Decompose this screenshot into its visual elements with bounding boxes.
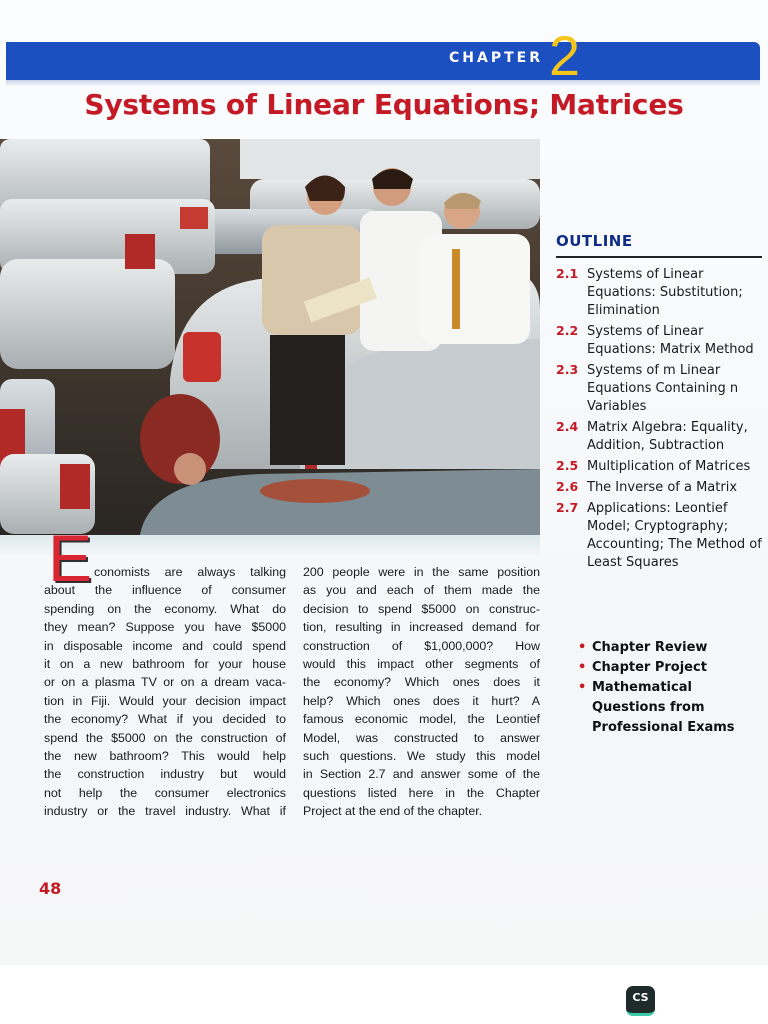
outline-item — [556, 362, 768, 416]
car-dealership-photo — [0, 139, 540, 535]
photo-illustration — [0, 139, 540, 535]
section-number: 2.6 — [556, 479, 579, 494]
text-line: construction of $1,000,000? How — [303, 638, 540, 653]
text-line: about the influence of consumer — [44, 583, 286, 598]
section-number: 2.5 — [556, 458, 579, 473]
text-line: as you and each of them made the — [303, 583, 540, 598]
text-line: famous economic model, the Leontief — [303, 712, 540, 727]
text-line: spending on the economy. What do — [44, 601, 286, 616]
text-line: such questions. We study this model — [303, 749, 540, 764]
text-line: the new bathroom? This would help — [44, 749, 286, 764]
intro-column-1 — [44, 563, 286, 821]
outline-item — [556, 458, 768, 476]
page-number: 48 — [39, 879, 62, 898]
banner-shadow — [6, 80, 760, 86]
section-title: Matrix Algebra: Equality, Addition, Subtraction — [587, 420, 748, 453]
chapter-number: 2 — [549, 24, 581, 87]
section-title: The Inverse of a Matrix — [587, 480, 738, 495]
extra-label: Chapter Project — [592, 660, 707, 675]
section-number: 2.3 — [556, 362, 579, 377]
text-line: tion in Fiji. Would your decision impact — [44, 693, 286, 708]
section-number: 2.7 — [556, 500, 579, 515]
text-line: Model, was constructed to answer — [303, 730, 540, 745]
outline-item — [556, 479, 768, 497]
text-line: it on a new bathroom for your house — [44, 657, 286, 672]
extra-label: Chapter Review — [592, 640, 708, 655]
text-line: they mean? Suppose you have $5000 — [44, 620, 286, 635]
outline-item — [556, 500, 768, 572]
drop-cap: E — [48, 521, 93, 595]
outline-item — [556, 419, 768, 455]
text-line: 200 people were in the same position — [303, 565, 540, 579]
text-line: the economy? What if you decided to — [44, 712, 286, 727]
chapter-label: CHAPTER — [449, 50, 543, 66]
text-line: in disposable income and could spend — [44, 638, 286, 653]
section-number: 2.2 — [556, 323, 579, 338]
section-title: Systems of Linear Equations: Matrix Method — [587, 324, 754, 357]
camscanner-badge-icon: CS — [626, 986, 655, 1016]
text-line: the economy? Which ones does it — [303, 675, 540, 690]
outline-heading: OUTLINE — [556, 232, 633, 250]
section-title: Multiplication of Matrices — [587, 459, 751, 474]
extra-item — [578, 638, 768, 658]
outline-list — [556, 266, 768, 573]
text-line: Project at the end of the chapter. — [303, 804, 483, 819]
outline-divider — [556, 256, 762, 258]
text-line: industry or the travel industry. What if — [44, 804, 286, 819]
text-line: the construction industry but would — [44, 767, 286, 782]
text-line: help? Which ones does it hurt? A — [303, 693, 540, 708]
text-line: spend the $5000 on the construction of — [44, 730, 286, 745]
chapter-banner — [6, 42, 760, 80]
intro-column-2 — [303, 563, 540, 821]
outline-item — [556, 323, 768, 359]
section-number: 2.4 — [556, 419, 579, 434]
text-line: would this impact other segments of — [303, 657, 540, 672]
section-number: 2.1 — [556, 266, 579, 281]
text-line: tion, resulting in increased demand for — [303, 620, 540, 635]
section-title: Systems of m Linear Equations Containing n Variables — [587, 363, 739, 414]
chapter-title: Systems of Linear Equations; Matrices — [84, 88, 684, 121]
text-line: in Section 2.7 and answer some of the — [303, 767, 540, 782]
bullet-icon: • — [578, 640, 587, 655]
bullet-icon: • — [578, 660, 587, 675]
outline-item — [556, 266, 768, 320]
section-title: Applications: Leontief Model; Cryptography; Accounting; The Method of Least Squares — [587, 501, 762, 570]
extra-item — [578, 678, 768, 738]
extra-item — [578, 658, 768, 678]
text-line: conomists are always talking — [94, 565, 286, 579]
text-line: questions listed here in the Chapter — [303, 785, 540, 800]
outline-extras — [578, 638, 768, 738]
text-line: or on a plasma TV or on a dream vaca- — [44, 675, 286, 690]
extra-label: Mathematical Questions from Professional Exams — [592, 680, 735, 735]
section-title: Systems of Linear Equations: Substitution; Elimination — [587, 267, 743, 318]
text-line: not help the consumer electronics — [44, 785, 286, 800]
text-line: decision to spend $5000 on construc- — [303, 601, 540, 616]
bullet-icon: • — [578, 680, 587, 695]
